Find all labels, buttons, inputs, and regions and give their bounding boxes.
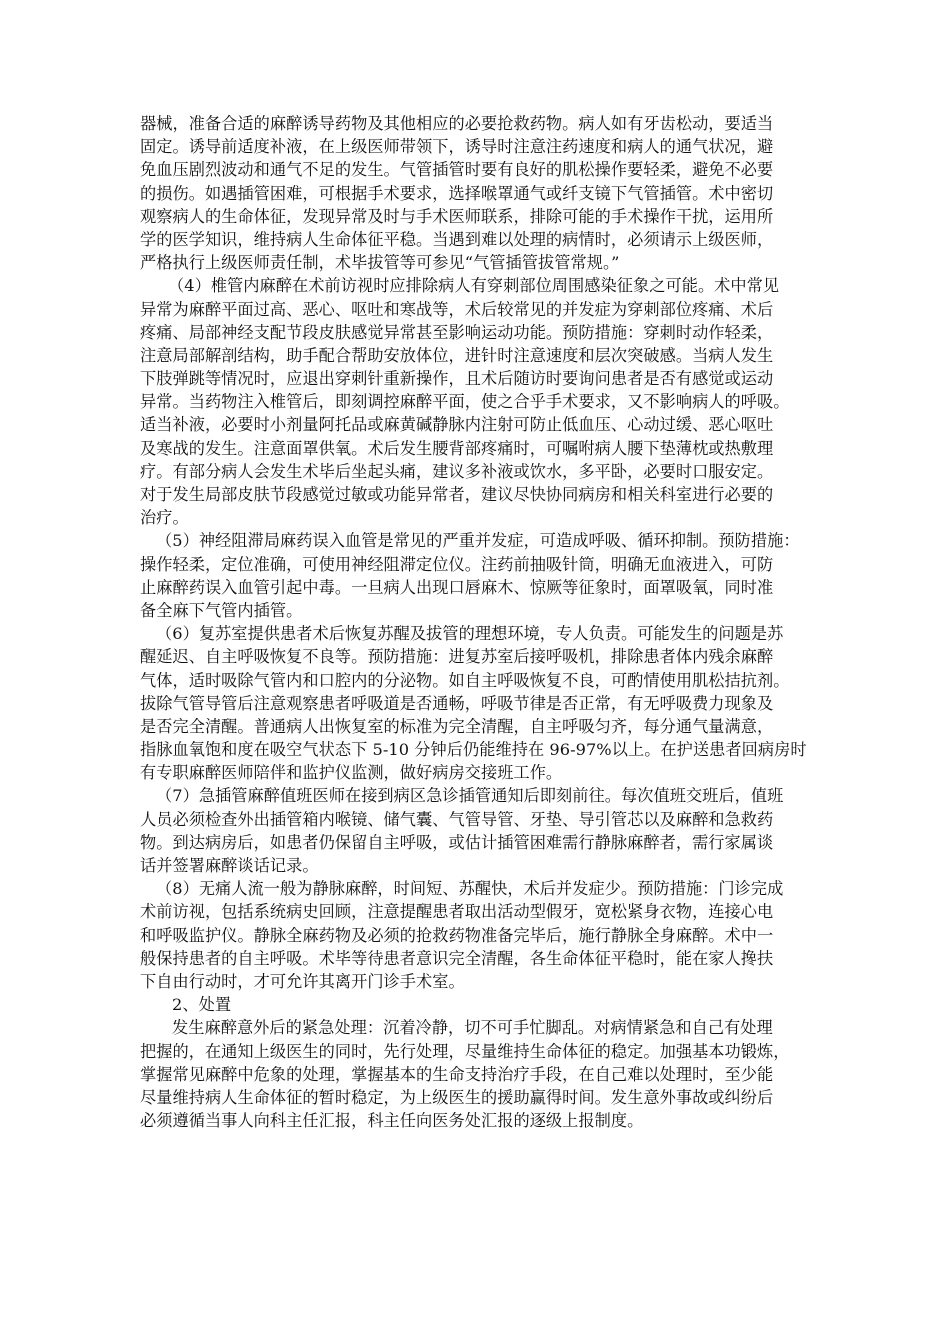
text-line: 治疗。 [140, 508, 189, 528]
text-line: 人员必须检查外出插管箱内喉镜、储气囊、气管导管、牙垫、导引管芯以及麻醉和急救药 [140, 809, 774, 829]
text-line: 严格执行上级医师责任制，术毕拔管等可参见“气管插管拔管常规。” [140, 253, 620, 273]
document-body [140, 112, 820, 1132]
text-line: 异常为麻醉平面过高、恶心、呕吐和寒战等，术后较常见的并发症为穿刺部位疼痛、术后 [140, 299, 774, 319]
text-line: 物。到达病房后，如患者仍保留自主呼吸，或估计插管困难需行静脉麻醉者，需行家属谈 [140, 832, 774, 852]
text-line: 注意局部解剖结构，助手配合帮助安放体位，进针时注意速度和层次突破感。当病人发生 [140, 345, 774, 365]
text-line: 止麻醉药误入血管引起中毒。一旦病人出现口唇麻木、惊厥等征象时，面罩吸氧，同时准 [140, 577, 774, 597]
text-line: 掌握常见麻醉中危象的处理，掌握基本的生命支持治疗手段，在自己难以处理时，至少能 [140, 1064, 774, 1084]
text-line: 对于发生局部皮肤节段感觉过敏或功能异常者，建议尽快协同病房和相关科室进行必要的 [140, 485, 774, 504]
text-line: 是否完全清醒。普通病人出恢复室的标准为完全清醒，自主呼吸匀齐，每分通气量满意， [140, 716, 774, 736]
text-line: 指脉血氧饱和度在吸空气状态下 5-10 分钟后仍能维持在 96-97%以上。在护送患者回病房时 [140, 740, 807, 760]
text-line: 般保持患者的自主呼吸。术毕等待患者意识完全清醒，各生命体征平稳时，能在家人搀扶 [140, 948, 774, 968]
text-line: 话并签署麻醉谈话记录。 [140, 856, 319, 875]
text-line: 发生麻醉意外后的紧急处理：沉着冷静，切不可手忙脚乱。对病情紧急和自己有处理 [172, 1018, 773, 1038]
text-line: 器械，准备合适的麻醉诱导药物及其他相应的必要抢救药物。病人如有牙齿松动，要适当 [140, 114, 774, 133]
text-line: 疗。有部分病人会发生术毕后坐起头痛，建议多补液或饮水，多平卧，必要时口服安定。 [140, 461, 774, 481]
text-line: 2、处置 [172, 995, 232, 1015]
text-line: 把握的，在通知上级医生的同时，先行处理，尽量维持生命体征的稳定。加强基本功锻炼， [140, 1041, 790, 1061]
text-line: 气体，适时吸除气管内和口腔内的分泌物。如自主呼吸恢复不良，可酌情使用肌松拮抗剂。 [140, 670, 790, 690]
text-line: 必须遵循当事人向科主任汇报，科主任向医务处汇报的逐级上报制度。 [140, 1111, 644, 1131]
text-line: 观察病人的生命体征，发现异常及时与手术医师联系，排除可能的手术操作干扰，运用所 [140, 206, 774, 226]
text-line: 醒延迟、自主呼吸恢复不良等。预防措施：进复苏室后接呼吸机，排除患者体内残余麻醉 [140, 647, 774, 667]
text-line: （6）复苏室提供患者术后恢复苏醒及拔管的理想环境，专人负责。可能发生的问题是苏 [156, 624, 784, 644]
text-line: 操作轻柔，定位准确，可使用神经阻滞定位仪。注药前抽吸针筒，明确无血液进入，可防 [140, 554, 774, 574]
text-line: 下肢弹跳等情况时，应退出穿刺针重新操作，且术后随访时要询问患者是否有感觉或运动 [140, 369, 774, 389]
text-line: 固定。诱导前适度补液，在上级医师带领下，诱导时注意注药速度和病人的通气状况，避 [140, 137, 774, 157]
text-line: 拔除气管导管后注意观察患者呼吸道是否通畅，呼吸节律是否正常，有无呼吸费力现象及 [140, 693, 774, 713]
text-line: 术前访视，包括系统病史回顾，注意提醒患者取出活动型假牙，宽松紧身衣物，连接心电 [140, 902, 774, 922]
text-line: （5）神经阻滞局麻药误入血管是常见的严重并发症，可造成呼吸、循环抑制。预防措施： [156, 531, 800, 551]
text-line: 疼痛、局部神经支配节段皮肤感觉异常甚至影响运动功能。预防措施：穿刺时动作轻柔， [140, 322, 774, 342]
text-line: 和呼吸监护仪。静脉全麻药物及必须的抢救药物准备完毕后，施行静脉全身麻醉。术中一 [140, 925, 774, 945]
text-line: 尽量维持病人生命体征的暂时稳定，为上级医生的援助赢得时间。发生意外事故或纠纷后 [140, 1087, 774, 1107]
text-line: 下自由行动时，才可允许其离开门诊手术室。 [140, 971, 465, 991]
text-line: 免血压剧烈波动和通气不足的发生。气管插管时要有良好的肌松操作要轻柔，避免不必要 [140, 160, 774, 180]
text-line: 异常。当药物注入椎管后，即刻调控麻醉平面，使之合乎手术要求，又不影响病人的呼吸。 [140, 392, 790, 412]
text-line: （7）急插管麻醉值班医师在接到病区急诊插管通知后即刻前往。每次值班交班后，值班 [156, 786, 784, 806]
text-line: 学的医学知识，维持病人生命体征平稳。当遇到难以处理的病情时，必须请示上级医师， [140, 229, 774, 249]
text-line: 适当补液，必要时小剂量阿托品或麻黄碱静脉内注射可防止低血压、心动过缓、恶心呕吐 [140, 415, 774, 435]
text-line: （4）椎管内麻醉在术前访视时应排除病人有穿刺部位周围感染征象之可能。术中常见 [168, 276, 780, 296]
text-line: 备全麻下气管内插管。 [140, 600, 303, 620]
text-line: 有专职麻醉医师陪伴和监护仪监测，做好病房交接班工作。 [140, 763, 563, 783]
text-line: （8）无痛人流一般为静脉麻醉，时间短、苏醒快，术后并发症少。预防措施：门诊完成 [156, 879, 784, 899]
text-line: 的损伤。如遇插管困难，可根据手术要求，选择喉罩通气或纤支镜下气管插管。术中密切 [140, 183, 774, 203]
text-line: 及寒战的发生。注意面罩供氧。术后发生腰背部疼痛时，可嘱咐病人腰下垫薄枕或热敷理 [140, 438, 774, 458]
